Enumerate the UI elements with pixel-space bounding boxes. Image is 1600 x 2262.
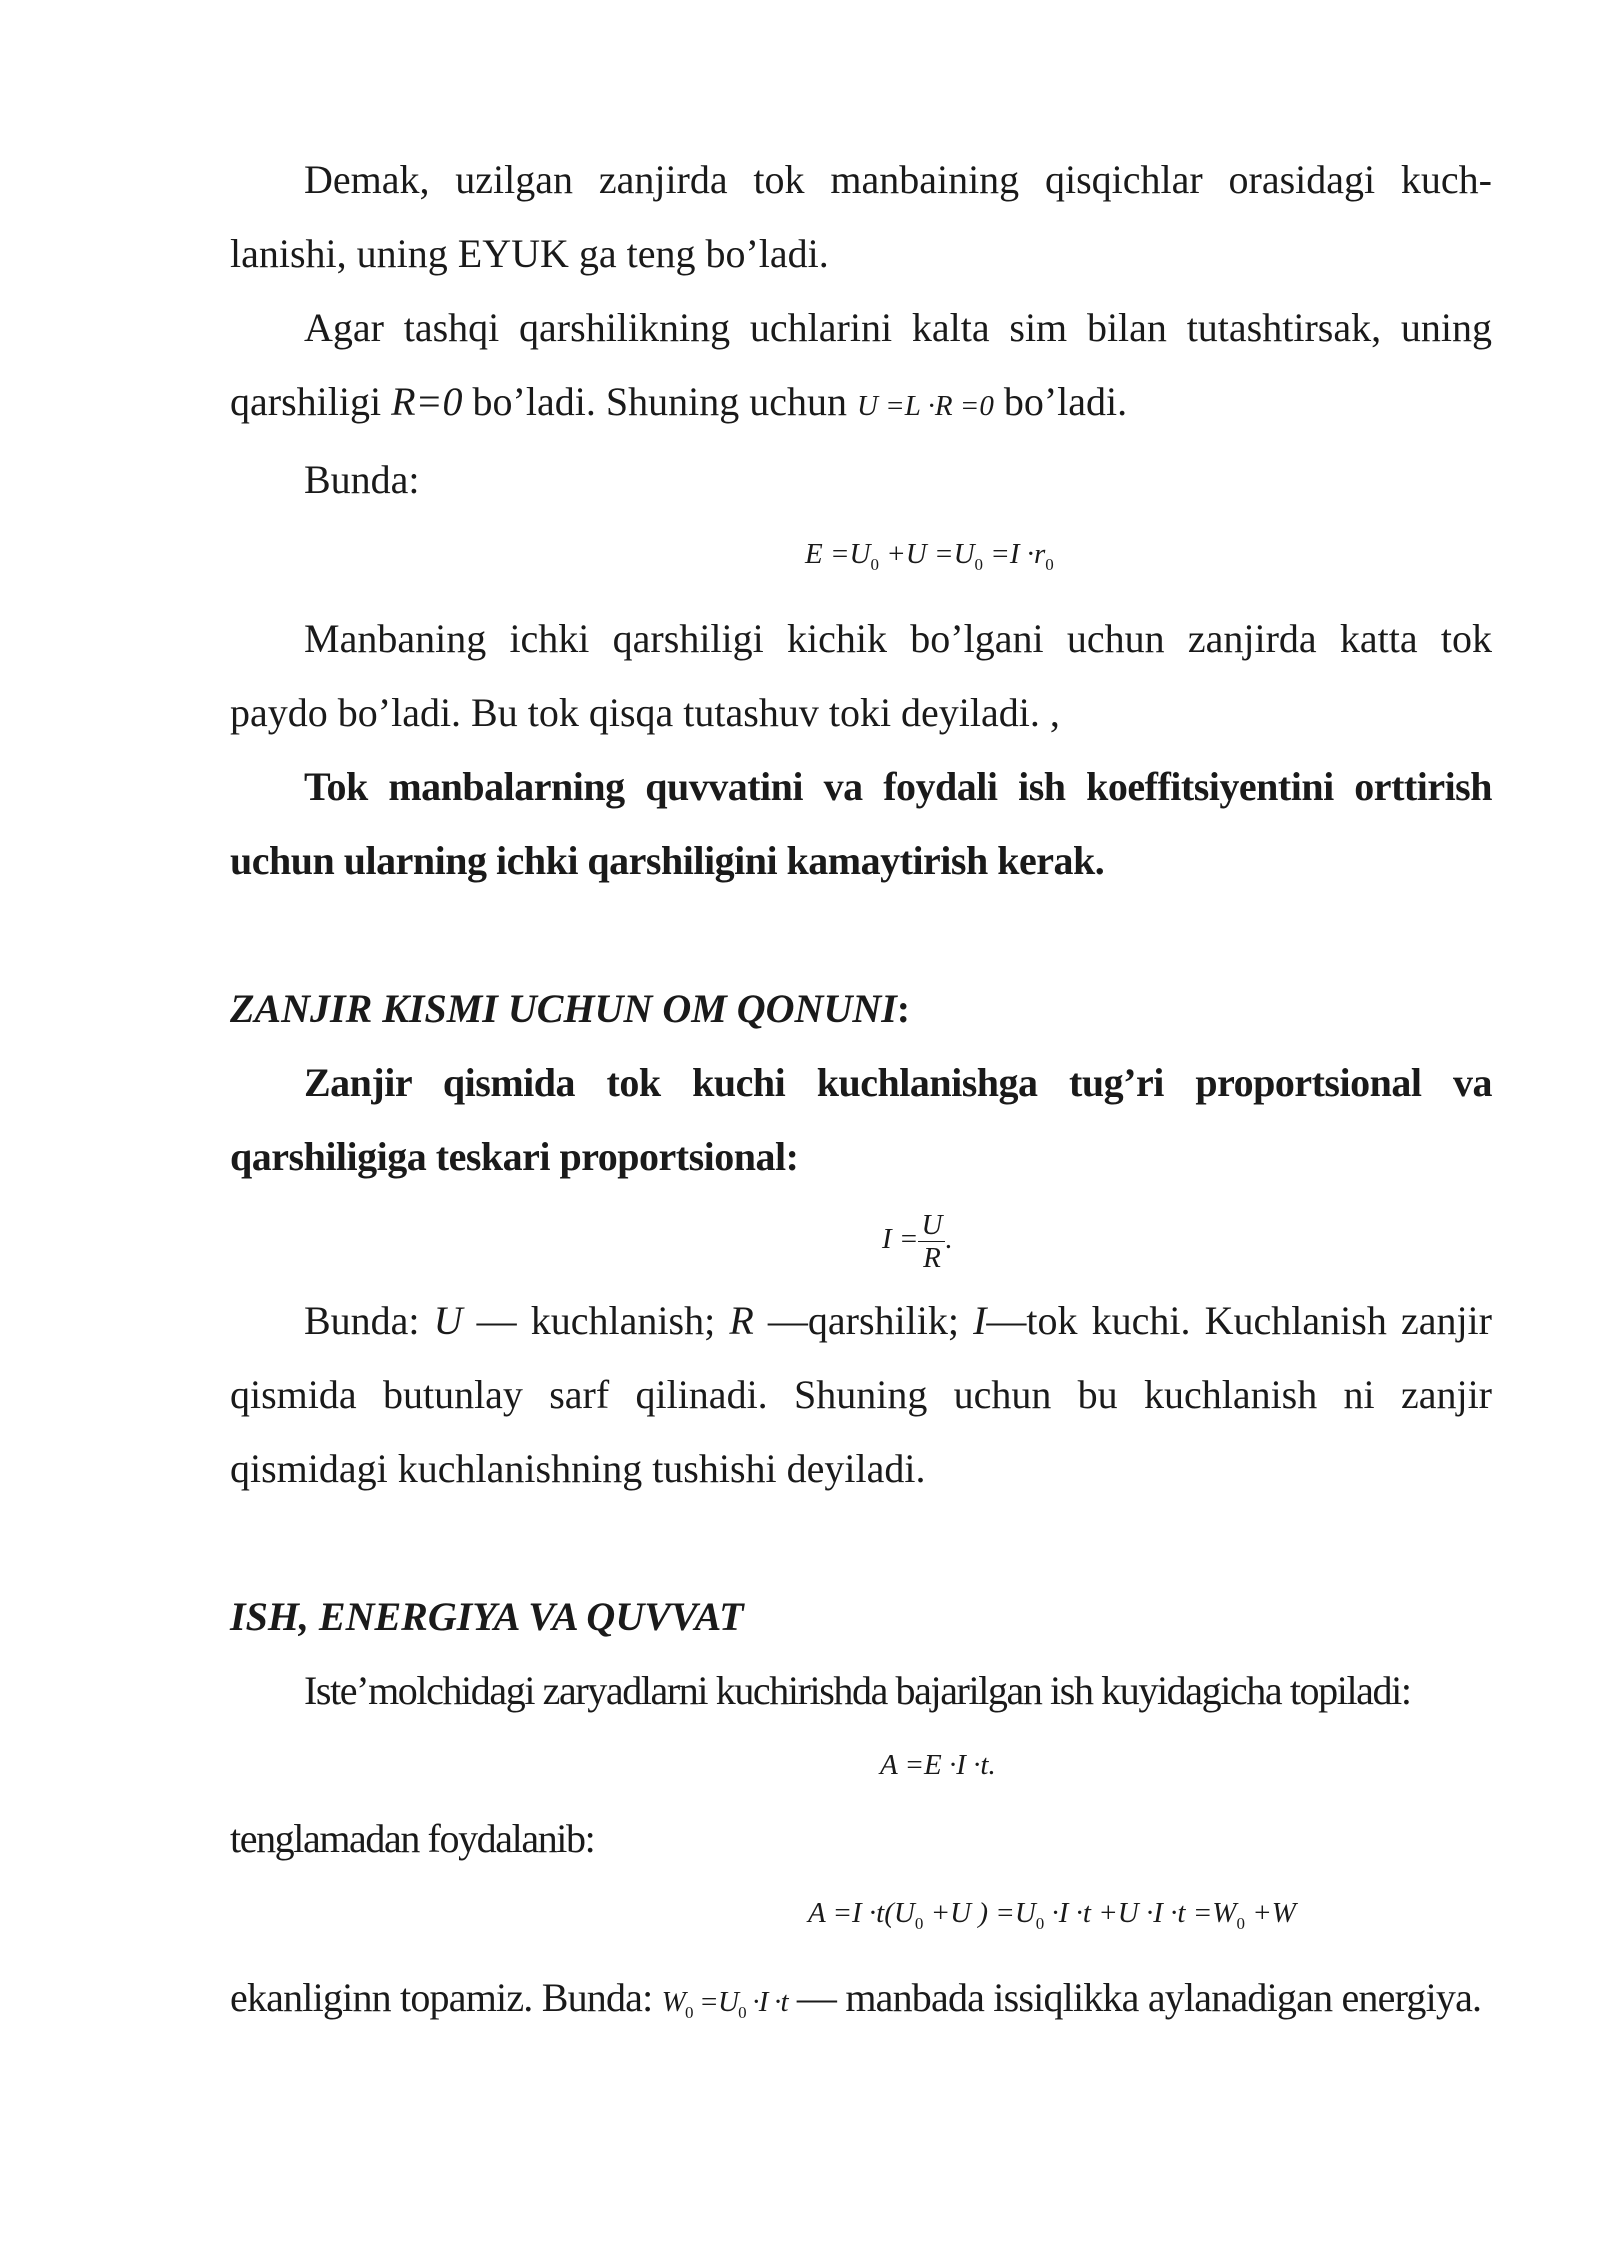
- paragraph-bold-note: Tok manbalarning quvvatini va foydali ish koeffitsiyentini orttirish uchun ularning ichki qarshiligini kamaytirish kerak.: [230, 763, 1492, 883]
- inline-r-zero: R=0: [391, 379, 463, 424]
- paragraph-bunda: Bunda:: [304, 457, 420, 502]
- paragraph-definitions: Bunda: U — kuchlanish; R —qarshilik; I—tok kuchi. Kuchlanish zanjir qismida butunlay sarf qilinadi. Shuning uchun bu kuchlanish ni zanjir qismidagi kuchlanishning tushishi deyiladi.: [230, 1297, 1492, 1491]
- paragraph-using-equation: tenglamadan foydalanib:: [230, 1815, 595, 1861]
- heading-ohms-law: ZANJIR KISMI UCHUN OM QONUNI:: [230, 985, 911, 1031]
- paragraph-ohms-law: Zanjir qismida tok kuchi kuchlanishga tug’ri proportsional va qarshiligiga teskari proportsional:: [230, 1059, 1492, 1179]
- formula-emf: $E =U_0 +U =U_0 =I \cdot r_0$: [805, 538, 1054, 574]
- paragraph-open-circuit: Demak, uzilgan zanjirda tok manbaining qisqichlar orasidagi kuch-lanishi, uning EYUK ga teng bo’ladi.: [230, 157, 1492, 276]
- heading-work-energy-power: ISH, ENERGIYA VA QUVVAT: [230, 1593, 744, 1639]
- formula-work: A =E ·I ·t.: [880, 1748, 996, 1781]
- paragraph-short-circuit: Agar tashqi qarshilikning uchlarini kalta sim bilan tutashtirsak, uning qarshiligi R=0 bo’ladi. Shuning uchun U =L ·R =0 bo’ladi.: [230, 305, 1492, 424]
- formula-energy: $A =I \cdot t(U_0 +U$ ) $=U_0 \cdot I \cdot t +U \cdot I \cdot t =W_0 +W$: [808, 1896, 1296, 1933]
- document-body: [230, 143, 1492, 2049]
- paragraph-work: Iste’molchidagi zaryadlarni kuchirishda bajarilgan ish kuyidagicha topiladi:: [304, 1667, 1411, 1713]
- paragraph-heat-energy: ekanliginn topamiz. Bunda: $W_0 =U_0 \cdot I \cdot t$ — manbada issiqlikka aylanadigan energiya.: [230, 1974, 1482, 2022]
- formula-ohm: I = $\frac{U}{R}$ .: [882, 1208, 953, 1274]
- inline-equation-u: U =L ·R =0: [856, 390, 994, 422]
- paragraph-short-circuit-current: Manbaning ichki qarshiligi kichik bo’lgani uchun zanjirda katta tok paydo bo’ladi. Bu tok qisqa tutashuv toki deyiladi. ,: [230, 615, 1492, 735]
